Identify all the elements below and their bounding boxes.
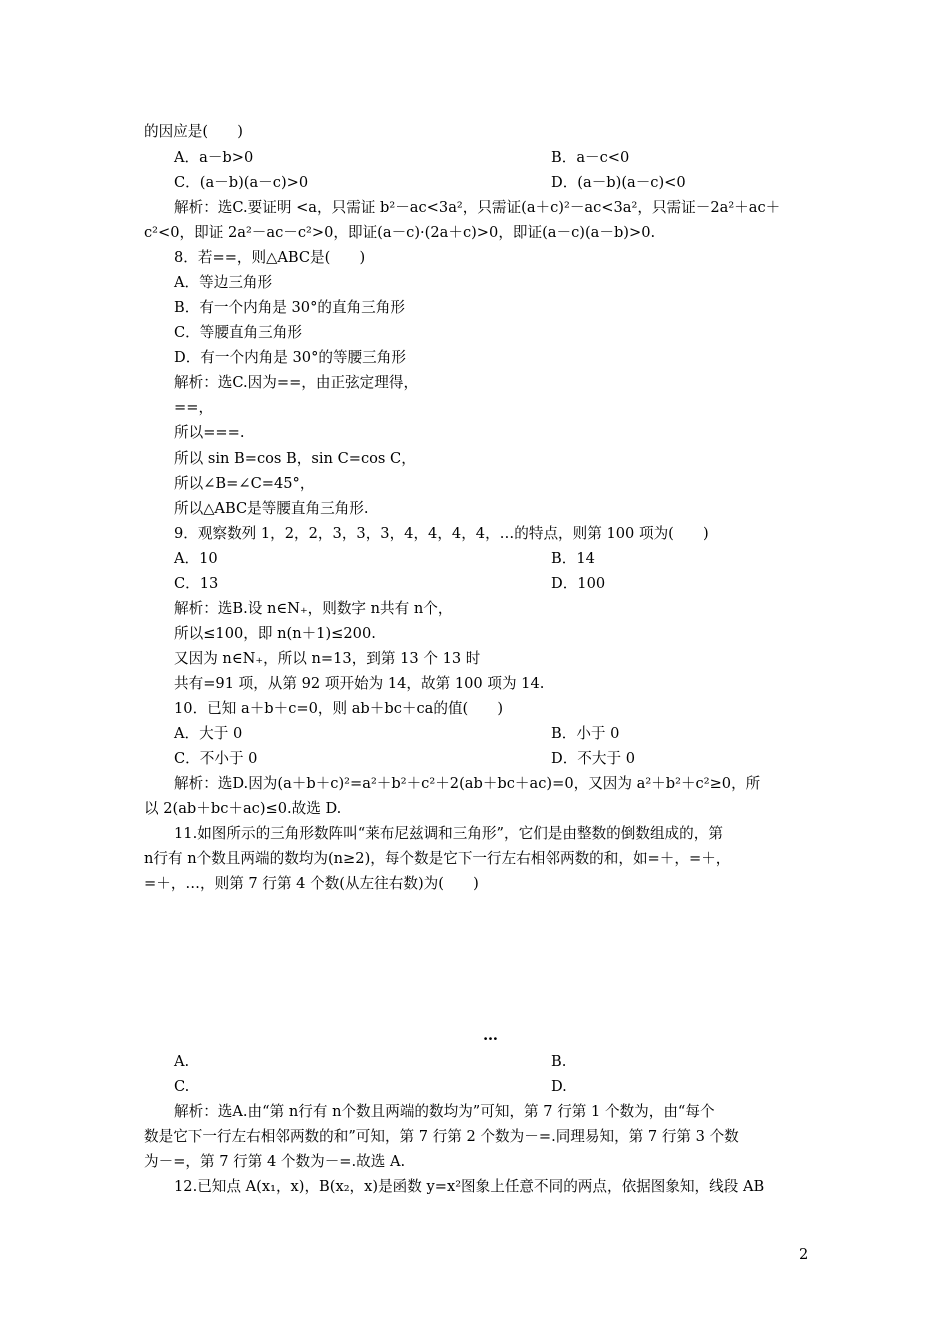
solution-line: 解析：选D.因为(a＋b＋c)²=a²＋b²＋c²＋2(ab＋bc＋ac)=0，又因为 a²＋b²＋c²≥0，所: [174, 775, 761, 792]
option-c: C．等腰直角三角形: [174, 324, 302, 341]
solution-line: 所以===.: [174, 424, 245, 441]
solution-line: c²<0，即证 2a²－ac－c²>0，即证(a－c)·(2a＋c)>0，即证(a－c)(a－b)>0.: [144, 224, 656, 241]
option-b: B．有一个内角是 30°的直角三角形: [174, 299, 405, 316]
text-line: 的因应是( ): [144, 123, 243, 140]
option-b: B．a－c<0: [551, 149, 630, 166]
solution-line: 为－=，第 7 行第 4 个数为－=.故选 A.: [144, 1153, 406, 1170]
option-c: C．不小于 0: [174, 750, 258, 767]
solution-line: 所以△ABC是等腰直角三角形.: [174, 500, 369, 517]
option-a: A.: [174, 1053, 190, 1070]
question-12: 12.已知点 A(x₁，x)，B(x₂，x)是函数 y=x²图象上任意不同的两点，依据图象知，线段 AB: [174, 1178, 765, 1195]
option-a: A．10: [174, 550, 218, 567]
solution-line: 又因为 n∈N₊，所以 n=13，到第 13 个 13 时: [174, 650, 481, 667]
question-9: 9．观察数列 1，2，2，3，3，3，4，4，4，4，…的特点，则第 100 项为( ): [174, 525, 709, 542]
option-a: A．等边三角形: [174, 274, 273, 291]
option-a: A．大于 0: [174, 725, 243, 742]
page-number: 2: [799, 1246, 809, 1263]
option-d: D．(a－b)(a－c)<0: [551, 174, 686, 191]
solution-line: 所以≤100，即 n(n＋1)≤200.: [174, 625, 376, 642]
question-10: 10．已知 a＋b＋c=0，则 ab＋bc＋ca的值( ): [174, 700, 504, 717]
option-d: D.: [551, 1078, 567, 1095]
solution-line: ==，: [174, 399, 214, 416]
solution-line: 所以 sin B=cos B，sin C=cos C，: [174, 450, 416, 467]
question-11-line: n行有 n个数且两端的数均为(n≥2)，每个数是它下一行左右相邻两数的和，如=＋，=＋，: [144, 850, 731, 867]
question-11: 11.如图所示的三角形数阵叫“莱布尼兹调和三角形”，它们是由整数的倒数组成的，第: [174, 825, 723, 842]
option-c: C．13: [174, 575, 219, 592]
option-d: D．不大于 0: [551, 750, 635, 767]
solution-line: 解析：选C.要证明 <a，只需证 b²－ac<3a²，只需证(a＋c)²－ac<3a²，只需证－2a²＋ac＋: [174, 199, 781, 216]
option-b: B．14: [551, 550, 595, 567]
solution-line: 解析：选A.由“第 n行有 n个数且两端的数均为”可知，第 7 行第 1 个数为，由“每个: [174, 1103, 715, 1120]
solution-line: 数是它下一行左右相邻两数的和”可知，第 7 行第 2 个数为－=.同理易知，第 7 行第 3 个数: [144, 1128, 739, 1145]
option-c: C．(a－b)(a－c)>0: [174, 174, 309, 191]
solution-line: 所以∠B=∠C=45°，: [174, 475, 315, 492]
option-a: A．a－b>0: [174, 149, 254, 166]
question-8: 8．若==，则△ABC是( ): [174, 249, 366, 266]
option-b: B．小于 0: [551, 725, 620, 742]
solution-line: 解析：选B.设 n∈N₊，则数字 n共有 n个，: [174, 600, 453, 617]
option-d: D．100: [551, 575, 606, 592]
option-d: D．有一个内角是 30°的等腰三角形: [174, 349, 406, 366]
solution-line: 以 2(ab＋bc＋ac)≤0.故选 D.: [144, 800, 342, 817]
ellipsis: …: [483, 1026, 499, 1044]
solution-line: 解析：选C.因为==，由正弦定理得，: [174, 374, 419, 391]
question-11-line: =＋，…，则第 7 行第 4 个数(从左往右数)为( ): [144, 875, 479, 892]
option-c: C.: [174, 1078, 190, 1095]
solution-line: 共有=91 项，从第 92 项开始为 14，故第 100 项为 14.: [174, 675, 545, 692]
option-b: B.: [551, 1053, 567, 1070]
